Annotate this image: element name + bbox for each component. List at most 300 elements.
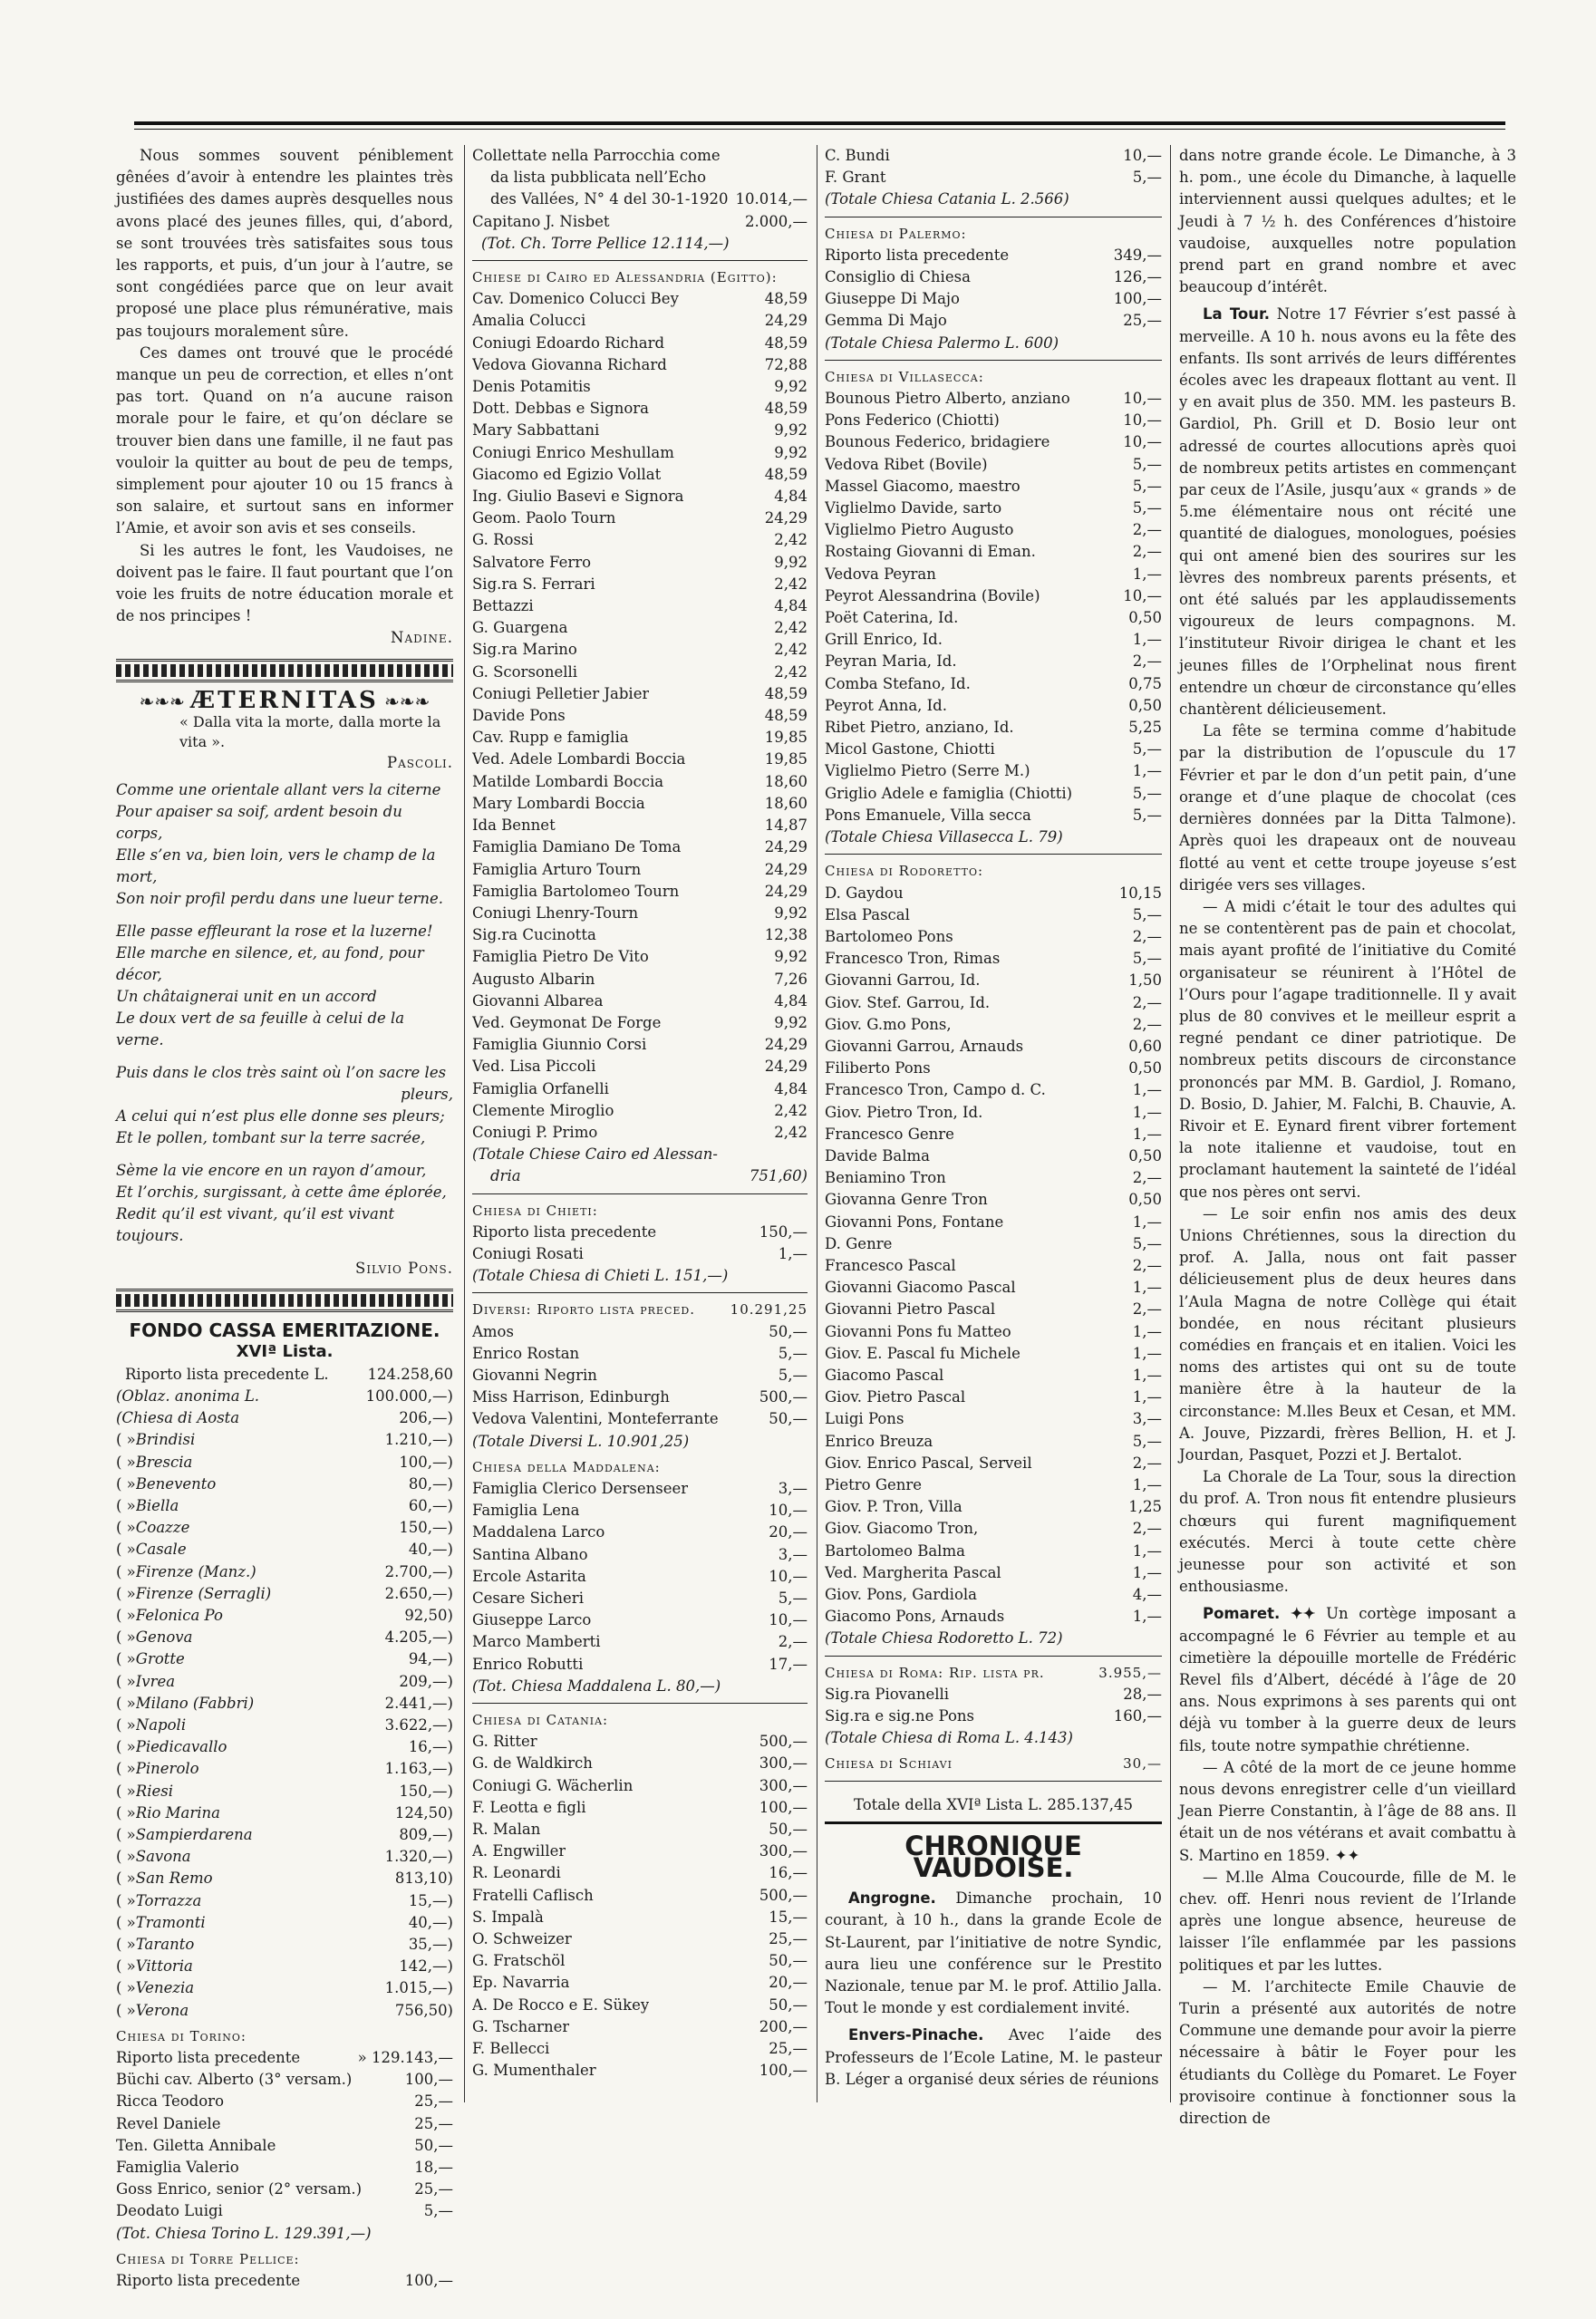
list-item [825,1343,1162,1365]
list-item [472,662,808,683]
fondo-title: FONDO CASSA EMERITAZIONE. [129,1319,440,1342]
list-item [116,1781,453,1802]
item-label: Riporto lista precedente [472,1222,657,1241]
list-item [116,1386,453,1407]
item-label: Torrazza [135,1891,202,1909]
chieti-heading: Chiesa di Chieti: [472,1202,598,1219]
item-label: Clemente Miroglio [472,1101,614,1119]
item-amount: 5,— [1132,1234,1162,1252]
ornament-divider [116,1289,453,1312]
item-label: Massel Giacomo, maestro [825,477,1020,495]
item-amount: 15,—) [408,1891,453,1909]
item-label: Casale [135,1541,187,1559]
item-label: Maddalena Larco [472,1523,605,1541]
item-amount: 19,85 [764,750,808,768]
item-amount: 18,60 [764,772,808,790]
item-label: Enrico Robutti [472,1655,584,1673]
item-label: Sig.ra Piovanelli [825,1685,950,1703]
item-label: R. Leonardi [472,1864,561,1882]
list-item [825,883,1162,904]
list-item [825,1277,1162,1299]
item-amount: 50,— [769,1410,808,1428]
item-amount: 5,— [423,2202,453,2220]
item-amount: 5,— [778,1366,808,1384]
list-item [116,1846,453,1868]
item-label: Francesco Tron, Campo d. C. [825,1081,1046,1099]
item-amount: 2,— [1132,1256,1162,1274]
list-item [472,354,808,376]
list-item [116,1715,453,1736]
list-item [472,1654,808,1676]
list-item [825,1058,1162,1079]
item-label: Beniamino Tron [825,1169,946,1187]
item-amount: 2,— [1132,1454,1162,1472]
item-prefix: ( » [116,1870,136,1888]
item-prefix: ( » [116,1848,136,1866]
chieti-total: (Totale Chiesa di Chieti L. 151,—) [472,1267,729,1285]
item-amount: 2,— [1132,521,1162,539]
item-label: Rostaing Giovanni di Eman. [825,543,1036,561]
item-label: Peyrot Alessandrina (Bovile) [825,586,1040,604]
rodoretto-total: (Totale Chiesa Rodoretto L. 72) [825,1629,1063,1647]
item-prefix: ( » [116,1825,136,1843]
list-item [116,2113,453,2135]
item-prefix: ( » [116,1474,136,1493]
item-amount: 48,59 [764,684,808,702]
cairo-total-2: dria 751,60) [490,1167,808,1185]
item-label: S. Impalà [472,1908,544,1926]
item-label: Giovanni Giacomo Pascal [825,1279,1016,1297]
item-label: Büchi cav. Alberto (3° versam.) [116,2071,353,2089]
list-item [472,1797,808,1819]
item-amount: 5,— [1132,784,1162,802]
poem-line: Elle marche en silence, et, au fond, pour décor, [116,944,424,984]
item-label: Santina Albano [472,1545,588,1563]
item-amount: 150,—) [399,1519,453,1537]
item-prefix: ( » [116,1760,136,1778]
item-amount: 0,50 [1128,609,1162,627]
list-item [472,836,808,858]
item-label: Giov. Stef. Garrou, Id. [825,993,991,1011]
list-item [472,1995,808,2016]
poem-stanza [116,1160,453,1247]
item-label: Famiglia Orfanelli [472,1079,609,1097]
item-prefix: ( » [116,1496,136,1514]
list-item [825,1212,1162,1233]
item-label: Dott. Debbas e Signora [472,400,650,418]
item-amount: 100,— [404,2272,453,2290]
list-item [825,1145,1162,1167]
list-item [472,1012,808,1034]
item-label: Matilde Lombardi Boccia [472,772,664,790]
item-label: Ivrea [135,1672,176,1690]
item-amount: 94,—) [408,1650,453,1668]
item-amount: 100,— [759,2062,808,2080]
item-amount: 1,— [1132,1344,1162,1362]
rodoretto-list [825,883,1162,1628]
item-amount: 300,— [759,1776,808,1794]
item-amount: 48,59 [764,333,808,352]
paragraph: — M. l’architecte Emile Chauvie de Turin a présenté aux autorités de notre Commune une demande pour avoir la pierre nécessaire à bâtir le Foyer pour les étudiants du Collège du Pomaret. Le Foyer provisoire continue à fonctionner sous la direction de [1179,1977,1516,2128]
item-label: Ercole Astarita [472,1567,586,1585]
item-amount: 1,— [1132,1608,1162,1626]
item-label: Comba Stefano, Id. [825,674,971,692]
item-label: Cav. Rupp e famiglia [472,729,629,747]
item-label: Miss Harrison, Edinburgh [472,1388,670,1406]
divider [472,1193,808,1194]
list-item [472,1478,808,1500]
item-label: Genova [135,1628,193,1647]
item-label: Piedicavallo [135,1738,227,1756]
angrogne-article: Angrogne. Dimanche prochain, 10 courant, à 10 h., dans la grande Ecole de St-Laurent, par l’initiative de notre Syndic, aura lieu une conférence sur le Prestito Nazionale, tenue par M. le prof. Attilio Jalla. Tout le monde y est cordialement invité. [825,1889,1162,2017]
item-amount: 160,— [1113,1707,1162,1725]
item-amount: 24,29 [764,1058,808,1076]
item-label: Famiglia Damiano De Toma [472,838,682,856]
list-item [825,476,1162,498]
poem-line: Sème la vie encore en un rayon d’amour, [116,1162,427,1180]
item-amount: 1,— [1132,762,1162,780]
poem-stanza [116,921,453,1051]
catania-list [472,1731,808,2082]
item-label: G. Mumenthaler [472,2062,596,2080]
item-label: G. Scorsonelli [472,662,578,681]
list-item [116,1429,453,1451]
item-amount: 25,— [769,2040,808,2058]
item-label: Peyrot Anna, Id. [825,696,947,714]
item-amount: 24,29 [764,882,808,900]
poem-line: Son noir profil perdu dans une lueur terne. [116,890,443,908]
catania-list-cont [825,145,1162,188]
list-item [825,167,1162,188]
item-amount: 1,— [1132,565,1162,583]
item-prefix: ( » [116,1935,136,1953]
list-item [472,1387,808,1408]
item-label: Ved. Geymonat De Forge [472,1013,662,1031]
list-item [472,903,808,924]
list-item [472,574,808,595]
item-amount: 2.441,—) [384,1694,453,1712]
list-item [472,990,808,1012]
item-amount: 2,— [1132,993,1162,1011]
item-prefix: ( » [116,1672,136,1690]
item-label: Firenze (Manz.) [135,1562,256,1580]
item-amount: 40,—) [408,1913,453,1931]
list-item [472,595,808,617]
item-label: Davide Pons [472,707,566,725]
item-prefix: ( » [116,1628,136,1647]
list-item [825,1496,1162,1518]
item-label: Famiglia Bartolomeo Tourn [472,882,680,900]
item-amount: 9,92 [774,421,808,440]
item-label: Famiglia Clerico Dersenseer [472,1479,689,1497]
torre-heading: Chiesa di Torre Pellice: [116,2250,300,2267]
item-amount: 2,— [1132,543,1162,561]
list-item [116,1802,453,1824]
item-label: Riporto lista precedente [116,2272,301,2290]
poem [116,779,453,1247]
item-label: Verona [135,2001,189,2019]
item-amount: 9,92 [774,378,808,396]
item-amount: 10,— [1123,411,1162,430]
item-label: Ricca Teodoro [116,2092,225,2111]
list-item [825,1124,1162,1145]
list-item [116,1452,453,1474]
item-amount: 3,— [778,1479,808,1497]
item-amount: 1.210,—) [384,1431,453,1449]
item-label: Napoli [135,1715,187,1734]
list-item [472,1500,808,1522]
item-amount: 100,— [404,2071,453,2089]
list-item [116,2179,453,2200]
item-amount: 5,— [778,1344,808,1362]
list-item [472,1950,808,1972]
list-item [472,552,808,574]
item-label: Vittoria [135,1957,193,1976]
list-item [472,2016,808,2038]
poem-line: Un châtaignerai unit en un accord [116,988,377,1006]
item-label: Giovanni Pietro Pascal [825,1300,996,1319]
list-item [825,695,1162,717]
cairo-heading: Chiese di Cairo ed Alessandria (Egitto): [472,269,778,286]
item-prefix: ( » [116,1979,136,1997]
column-4 [1179,145,1516,2130]
item-amount: 16,— [769,1864,808,1882]
list-item [472,1365,808,1387]
list-item [825,1102,1162,1124]
item-amount: 5,— [778,1589,808,1607]
item-amount: 5,— [1132,806,1162,824]
item-label: Pons Emanuele, Villa secca [825,806,1031,824]
item-label: Grotte [135,1650,185,1668]
divider [825,1821,1162,1824]
item-label: Giovanni Garrou, Arnauds [825,1037,1024,1055]
list-item [472,1819,808,1841]
divider [472,260,808,261]
list-item [472,1243,808,1265]
item-label: Viglielmo Davide, sarto [825,499,1002,517]
item-amount: 4.205,—) [384,1628,453,1647]
item-amount: 4,84 [774,488,808,506]
item-amount: 10,— [769,1502,808,1520]
item-label: Bartolomeo Balma [825,1541,965,1560]
list-item [116,2091,453,2112]
maddalena-heading: Chiesa della Maddalena: [472,1458,661,1475]
list-item [472,1753,808,1774]
cairo-total-1: (Totale Chiese Cairo ed Alessan- [472,1145,718,1164]
item-label: Giov. Pietro Pascal [825,1388,966,1406]
poem-line: Et le pollen, tombant sur la terre sacrée, [116,1129,426,1147]
epigraph: « Dalla vita la morte, dalla morte la vita ». [179,712,441,750]
item-label: Sig.ra e sig.ne Pons [825,1707,975,1725]
item-label: Mary Lombardi Boccia [472,794,645,812]
item-amount: 17,— [769,1655,808,1673]
item-amount: 10,15 [1118,884,1162,902]
list-item [472,1343,808,1365]
poem-line: Elle s’en va, bien loin, vers le champ de la mort, [116,846,436,886]
list-item [472,1056,808,1077]
list-item [472,1841,808,1862]
item-label: Francesco Pascal [825,1256,956,1274]
item-amount: 2,42 [774,641,808,659]
list-item [825,607,1162,629]
list-item [116,1824,453,1846]
item-label: Amalia Colucci [472,312,586,330]
list-item [116,1736,453,1758]
item-label: Luigi Pons [825,1410,904,1428]
collettate-text-line: da lista pubblicata nell’Echo [490,169,707,187]
list-item [116,1648,453,1670]
item-amount: 1,— [1132,1213,1162,1231]
column-1 [116,145,453,2292]
item-label: Felonica Po [135,1606,223,1624]
list-item [116,1868,453,1889]
item-amount: 10,— [769,1611,808,1629]
list-item [825,1255,1162,1277]
item-label: (Chiesa di Aosta [116,1409,240,1427]
item-amount: 3,— [778,1545,808,1563]
list-item [472,1408,808,1430]
item-amount: 1,— [1132,1125,1162,1143]
item-label: Denis Potamitis [472,378,591,396]
divider [472,1703,808,1704]
divider [825,360,1162,361]
item-label: Giacomo Pascal [825,1366,944,1384]
list-item [116,2135,453,2157]
item-label: Giov. Giacomo Tron, [825,1520,979,1538]
list-item [472,1972,808,1994]
list-item [825,1474,1162,1496]
item-label: Sig.ra Marino [472,641,577,659]
palermo-list [825,245,1162,333]
item-prefix: ( » [116,1431,136,1449]
item-prefix: ( » [116,1957,136,1976]
item-amount: 0,75 [1128,674,1162,692]
item-label: Augusto Albarin [472,970,595,988]
item-amount: 300,— [759,1842,808,1860]
list-item [472,1078,808,1100]
list-item [825,1541,1162,1562]
villasecca-total: (Totale Chiesa Villasecca L. 79) [825,828,1063,846]
list-item [825,1684,1162,1705]
item-label: F. Bellecci [472,2040,550,2058]
list-item [472,1731,808,1753]
item-label: Giovanni Negrin [472,1366,597,1384]
list-item [116,1934,453,1956]
list-item [472,705,808,727]
item-label: Ida Bennet [472,816,556,835]
item-amount: 19,85 [764,729,808,747]
item-amount: 2,— [778,1633,808,1651]
list-item [116,1912,453,1934]
item-amount: 24,29 [764,860,808,878]
list-item [116,1561,453,1583]
item-amount: 142,—) [399,1957,453,1976]
villasecca-list [825,388,1162,826]
column-2 [472,145,808,2082]
item-amount: 1,— [778,1244,808,1262]
item-amount: 2,— [1132,927,1162,945]
item-label: Giuseppe Larco [472,1611,592,1629]
item-label: Giacomo ed Egizio Vollat [472,465,662,483]
item-prefix: ( » [116,1606,136,1624]
item-amount: 5,— [1132,905,1162,923]
list-item [825,498,1162,519]
divider [825,854,1162,855]
item-amount: 3.622,—) [384,1715,453,1734]
item-label: Giacomo Pons, Arnauds [825,1608,1005,1626]
item-amount: 25,— [1123,312,1162,330]
collettate-line [472,188,808,210]
item-label: Griglio Adele e famiglia (Chiotti) [825,784,1073,802]
envers-article-cont: dans notre grande école. Le Dimanche, à 3 h. pom., une école du Dimanche, à laquelle interviennent aussi quelques adultes; et le Jeudi à 7 ½ h. des Conférences d’histoire vaudoise, auxquelles notre population prend part en grand nombre et avec beaucoup d’intérêt. [1179,147,1516,296]
poem-line: Puis dans le clos très saint où l’on sacre les [116,1064,447,1082]
item-label: Famiglia Valerio [116,2159,239,2176]
item-amount: 9,92 [774,553,808,571]
pomaret-article: Pomaret. ✦✦ Un cortège imposant a accompagné le 6 Février au temple et au cimetière la dépouille mortelle de Frédéric Revel fils d’Albert, décédé à l’âge de 20 ans. Nous exprimons à ses parents qui ont déjà vu tomber à la guerre deux de leurs fils, toute notre sympathie chrétienne. [1179,1605,1516,1754]
item-label: F. Grant [825,169,886,187]
poem-line: A celui qui n’est plus elle donne ses pleurs; [116,1107,445,1126]
list-item [472,2060,808,2082]
item-label: G. Ritter [472,1733,537,1751]
list-item [472,1885,808,1907]
list-item [472,639,808,661]
list-item [116,2069,453,2091]
list-item [825,1387,1162,1408]
list-item [116,1890,453,1912]
item-amount: 1,— [1132,1388,1162,1406]
list-item [825,1606,1162,1628]
item-label: R. Malan [472,1821,541,1839]
list-item [825,760,1162,782]
lista-title: XVIª Lista. [236,1342,334,1362]
item-amount: 5,— [1132,499,1162,517]
roma-list [825,1684,1162,1727]
schiavi-row: Chiesa di Schiavi 30,— [825,1755,1162,1773]
pomaret-paragraphs [1179,1757,1516,2130]
divider [825,1781,1162,1782]
list-item [825,1036,1162,1058]
list-item [116,2047,453,2069]
item-amount: 500,— [759,1388,808,1406]
item-amount: 2,— [1132,1015,1162,1033]
list-item [825,948,1162,970]
item-label: G. Guargena [472,619,568,637]
item-amount: 35,—) [408,1935,453,1953]
item-amount: 100,— [759,1798,808,1816]
item-label: Coniugi Rosati [472,1244,584,1262]
list-item [472,288,808,310]
list-item [825,310,1162,332]
item-label: Sampierdarena [135,1825,253,1843]
item-label: Coniugi Enrico Meshullam [472,443,674,461]
collettate-text-line: des Vallées, N° 4 del 30-1-1920 [490,190,729,208]
list-item [825,541,1162,563]
paragraph: — A côté de la mort de ce jeune homme nous devons enregistrer celle d’un vieillard Jean Pierre Constantin, à l’âge de 88 ans. Il était un de nos vétérans et avait combattu à S. Martino en 1859. ✦✦ [1179,1758,1516,1864]
poem-line: Le doux vert de sa feuille à celui de la verne. [116,1010,405,1049]
item-amount: 0,60 [1128,1037,1162,1055]
item-amount: 25,— [769,1930,808,1948]
item-amount: 1,— [1132,631,1162,649]
intro-article [116,145,453,627]
list-item [825,431,1162,453]
item-label: Ved. Adele Lombardi Boccia [472,750,686,768]
item-label: Giov. Pons, Gardiola [825,1586,977,1603]
item-label: A. De Rocco e E. Sükey [472,1995,650,2014]
item-amount: 1,25 [1128,1498,1162,1516]
paragraph: Ces dames ont trouvé que le procédé manque un peu de correction, et elles n’ont pas tort. Quand on n’a aucune raison morale pour le faire, et qu’on déclare se trouver bien dans une famille, il ne faut pas vouloir la quitter au bout de peu de temps, simplement pour ajouter 10 ou 15 francs à son salaire, et surtout sans en informer l’Amie, et avoir son avis et ses conseils. [116,343,453,537]
item-label: Biella [135,1496,179,1514]
item-label: Giov. G.mo Pons, [825,1015,952,1033]
